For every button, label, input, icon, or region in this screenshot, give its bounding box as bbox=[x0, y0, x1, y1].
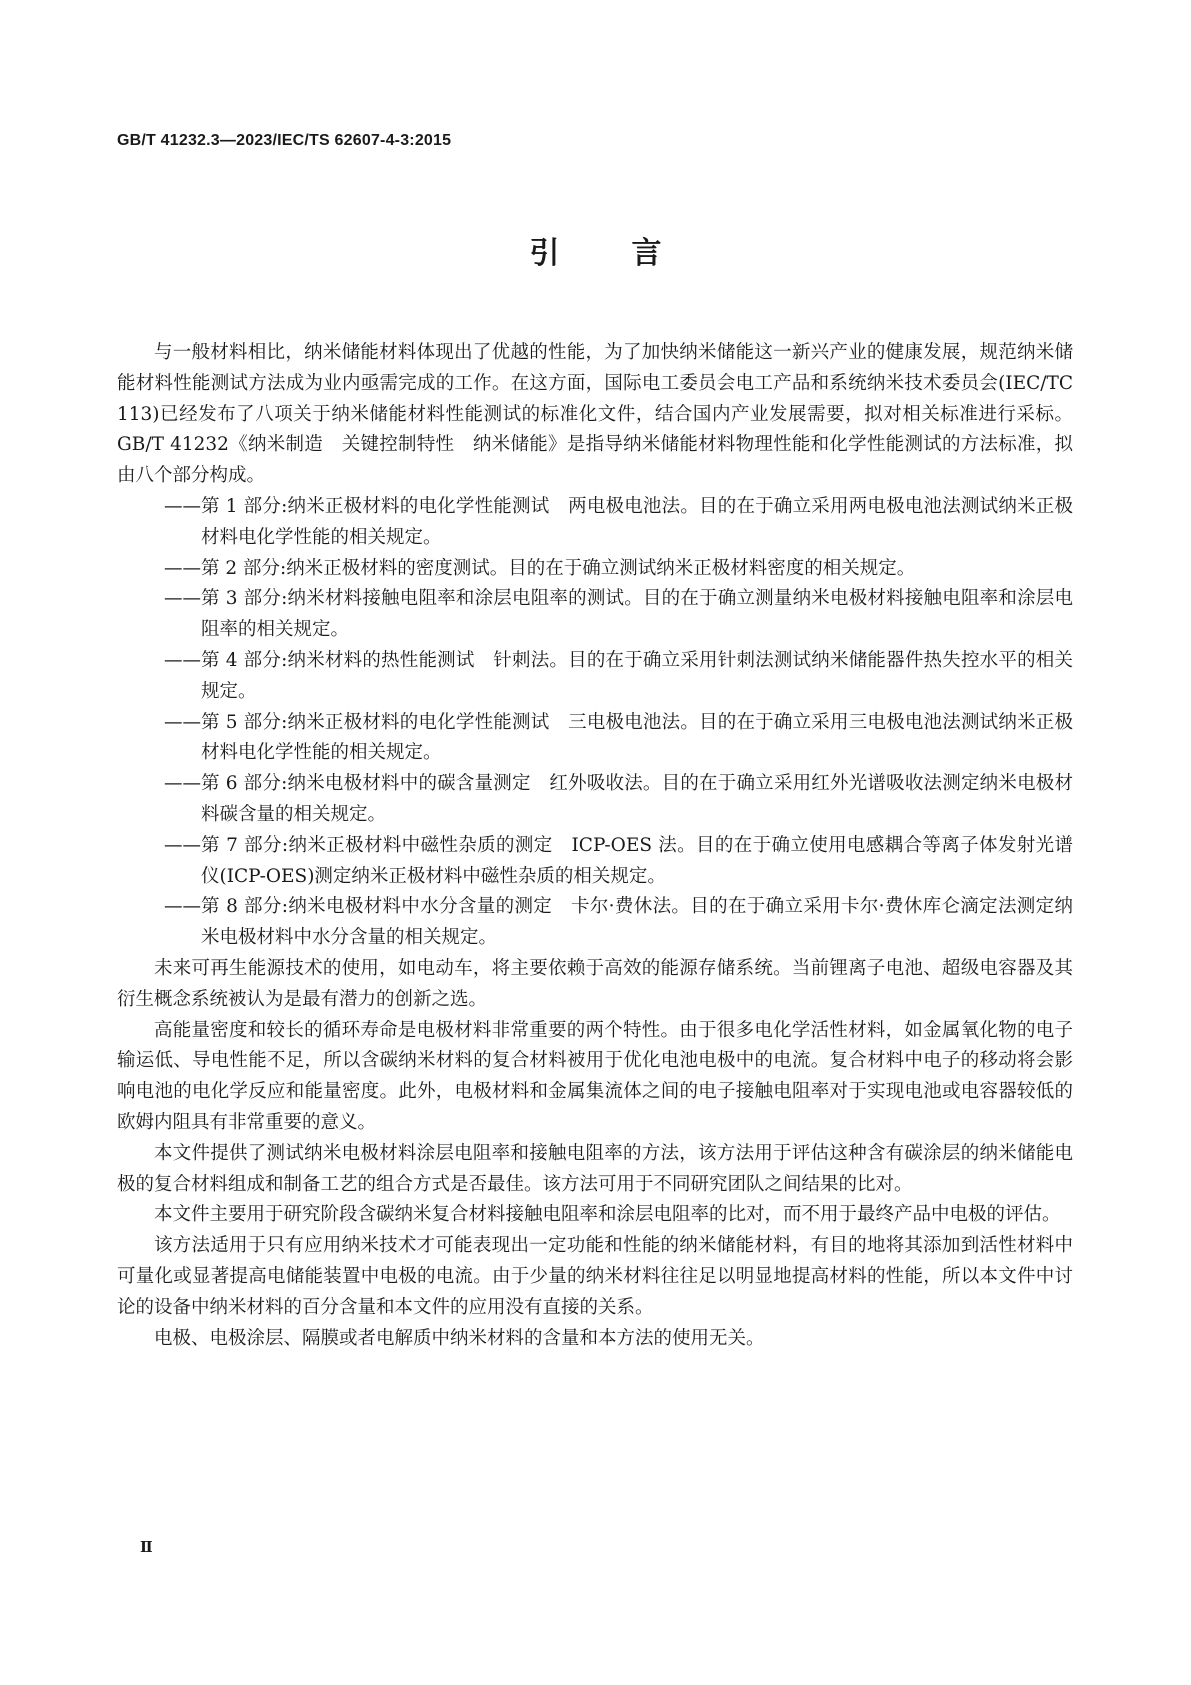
body-paragraph: 本文件主要用于研究阶段含碳纳米复合材料接触电阻率和涂层电阻率的比对，而不用于最终产品中电极的评估。 bbox=[154, 1204, 1061, 1226]
body-paragraph: 本文件提供了测试纳米电极材料涂层电阻率和接触电阻率的方法，该方法用于评估这种含有碳涂层的纳米储能电极的复合材料组成和制备工艺的组合方式是否最佳。该方法可用于不同研究团队之间结果的比对。 bbox=[117, 1142, 1073, 1195]
part-list-item bbox=[117, 584, 1073, 646]
section-title: 引言 bbox=[529, 236, 734, 271]
dash-marker: —— bbox=[164, 834, 201, 856]
standard-number-header: GB/T 41232.3—2023/IEC/TS 62607-4-3:2015 bbox=[117, 132, 452, 149]
part-list-item bbox=[117, 646, 1073, 708]
part-2-text: 第 2 部分:纳米正极材料的密度测试。目的在于确立测试纳米正极材料密度的相关规定。 bbox=[201, 557, 916, 579]
part-list-item bbox=[117, 892, 1073, 954]
part-8-text: 第 8 部分:纳米电极材料中水分含量的测定 卡尔·费休法。目的在于确立采用卡尔·费休库仑滴定法测定纳米电极材料中水分含量的相关规定。 bbox=[201, 896, 1073, 949]
part-4-text: 第 4 部分:纳米材料的热性能测试 针刺法。目的在于确立采用针刺法测试纳米储能器件热失控水平的相关规定。 bbox=[201, 649, 1073, 702]
part-list-item bbox=[117, 831, 1073, 893]
dash-marker: —— bbox=[164, 896, 201, 918]
part-list-item bbox=[117, 554, 1073, 585]
dash-marker: —— bbox=[164, 649, 201, 671]
body-paragraph: 高能量密度和较长的循环寿命是电极材料非常重要的两个特性。由于很多电化学活性材料，如金属氧化物的电子输运低、导电性能不足，所以含碳纳米材料的复合材料被用于优化电池电极中的电流。复合材料中电子的移动将会影响电池的电化学反应和能量密度。此外，电极材料和金属集流体之间的电子接触电阻率对于实现电池或电容器较低的欧姆内阻具有非常重要的意义。 bbox=[117, 1019, 1073, 1133]
part-list-item bbox=[117, 492, 1073, 554]
part-5-text: 第 5 部分:纳米正极材料的电化学性能测试 三电极电池法。目的在于确立采用三电极电池法测试纳米正极材料电化学性能的相关规定。 bbox=[201, 711, 1073, 764]
page-number: Ⅱ bbox=[140, 1538, 153, 1556]
part-7-text: 第 7 部分:纳米正极材料中磁性杂质的测定 ICP-OES 法。目的在于确立使用电感耦合等离子体发射光谱仪(ICP-OES)测定纳米正极材料中磁性杂质的相关规定。 bbox=[201, 834, 1073, 887]
intro-paragraph: 与一般材料相比，纳米储能材料体现出了优越的性能，为了加快纳米储能这一新兴产业的健康发展，规范纳米储能材料性能测试方法成为业内亟需完成的工作。在这方面，国际电工委员会电工产品和系统纳米技术委员会(IEC/TC 113)已经发布了八项关于纳米储能材料性能测试的标准化文件，结合国内产业发展需要，拟对相关标准进行采标。GB/T 41232《纳米制造 关键控制特性 纳米储能》是指导纳米储能材料物理性能和化学性能测试的方法标准，拟由八个部分构成。 bbox=[117, 342, 1073, 487]
dash-marker: —— bbox=[164, 773, 201, 795]
part-6-text: 第 6 部分:纳米电极材料中的碳含量测定 红外吸收法。目的在于确立采用红外光谱吸收法测定纳米电极材料碳含量的相关规定。 bbox=[201, 773, 1073, 825]
dash-marker: —— bbox=[164, 557, 201, 579]
part-3-text: 第 3 部分:纳米材料接触电阻率和涂层电阻率的测试。目的在于确立测量纳米电极材料接触电阻率和涂层电阻率的相关规定。 bbox=[201, 588, 1073, 641]
body-text bbox=[117, 338, 1073, 1354]
body-paragraph: 未来可再生能源技术的使用，如电动车，将主要依赖于高效的能源存储系统。当前锂离子电池、超级电容器及其衍生概念系统被认为是最有潜力的创新之选。 bbox=[117, 957, 1073, 1010]
dash-marker: —— bbox=[164, 711, 201, 733]
dash-marker: —— bbox=[164, 495, 201, 517]
body-paragraph: 电极、电极涂层、隔膜或者电解质中纳米材料的含量和本方法的使用无关。 bbox=[154, 1327, 765, 1349]
body-paragraph: 该方法适用于只有应用纳米技术才可能表现出一定功能和性能的纳米储能材料，有目的地将其添加到活性材料中可量化或显著提高电储能装置中电极的电流。由于少量的纳米材料往往足以明显地提高材料的性能，所以本文件中讨论的设备中纳米材料的百分含量和本文件的应用没有直接的关系。 bbox=[117, 1235, 1073, 1318]
dash-marker: —— bbox=[164, 588, 201, 610]
part-list-item bbox=[117, 708, 1073, 770]
part-1-text: 第 1 部分:纳米正极材料的电化学性能测试 两电极电池法。目的在于确立采用两电极电池法测试纳米正极材料电化学性能的相关规定。 bbox=[201, 495, 1073, 548]
part-list-item bbox=[117, 769, 1073, 831]
